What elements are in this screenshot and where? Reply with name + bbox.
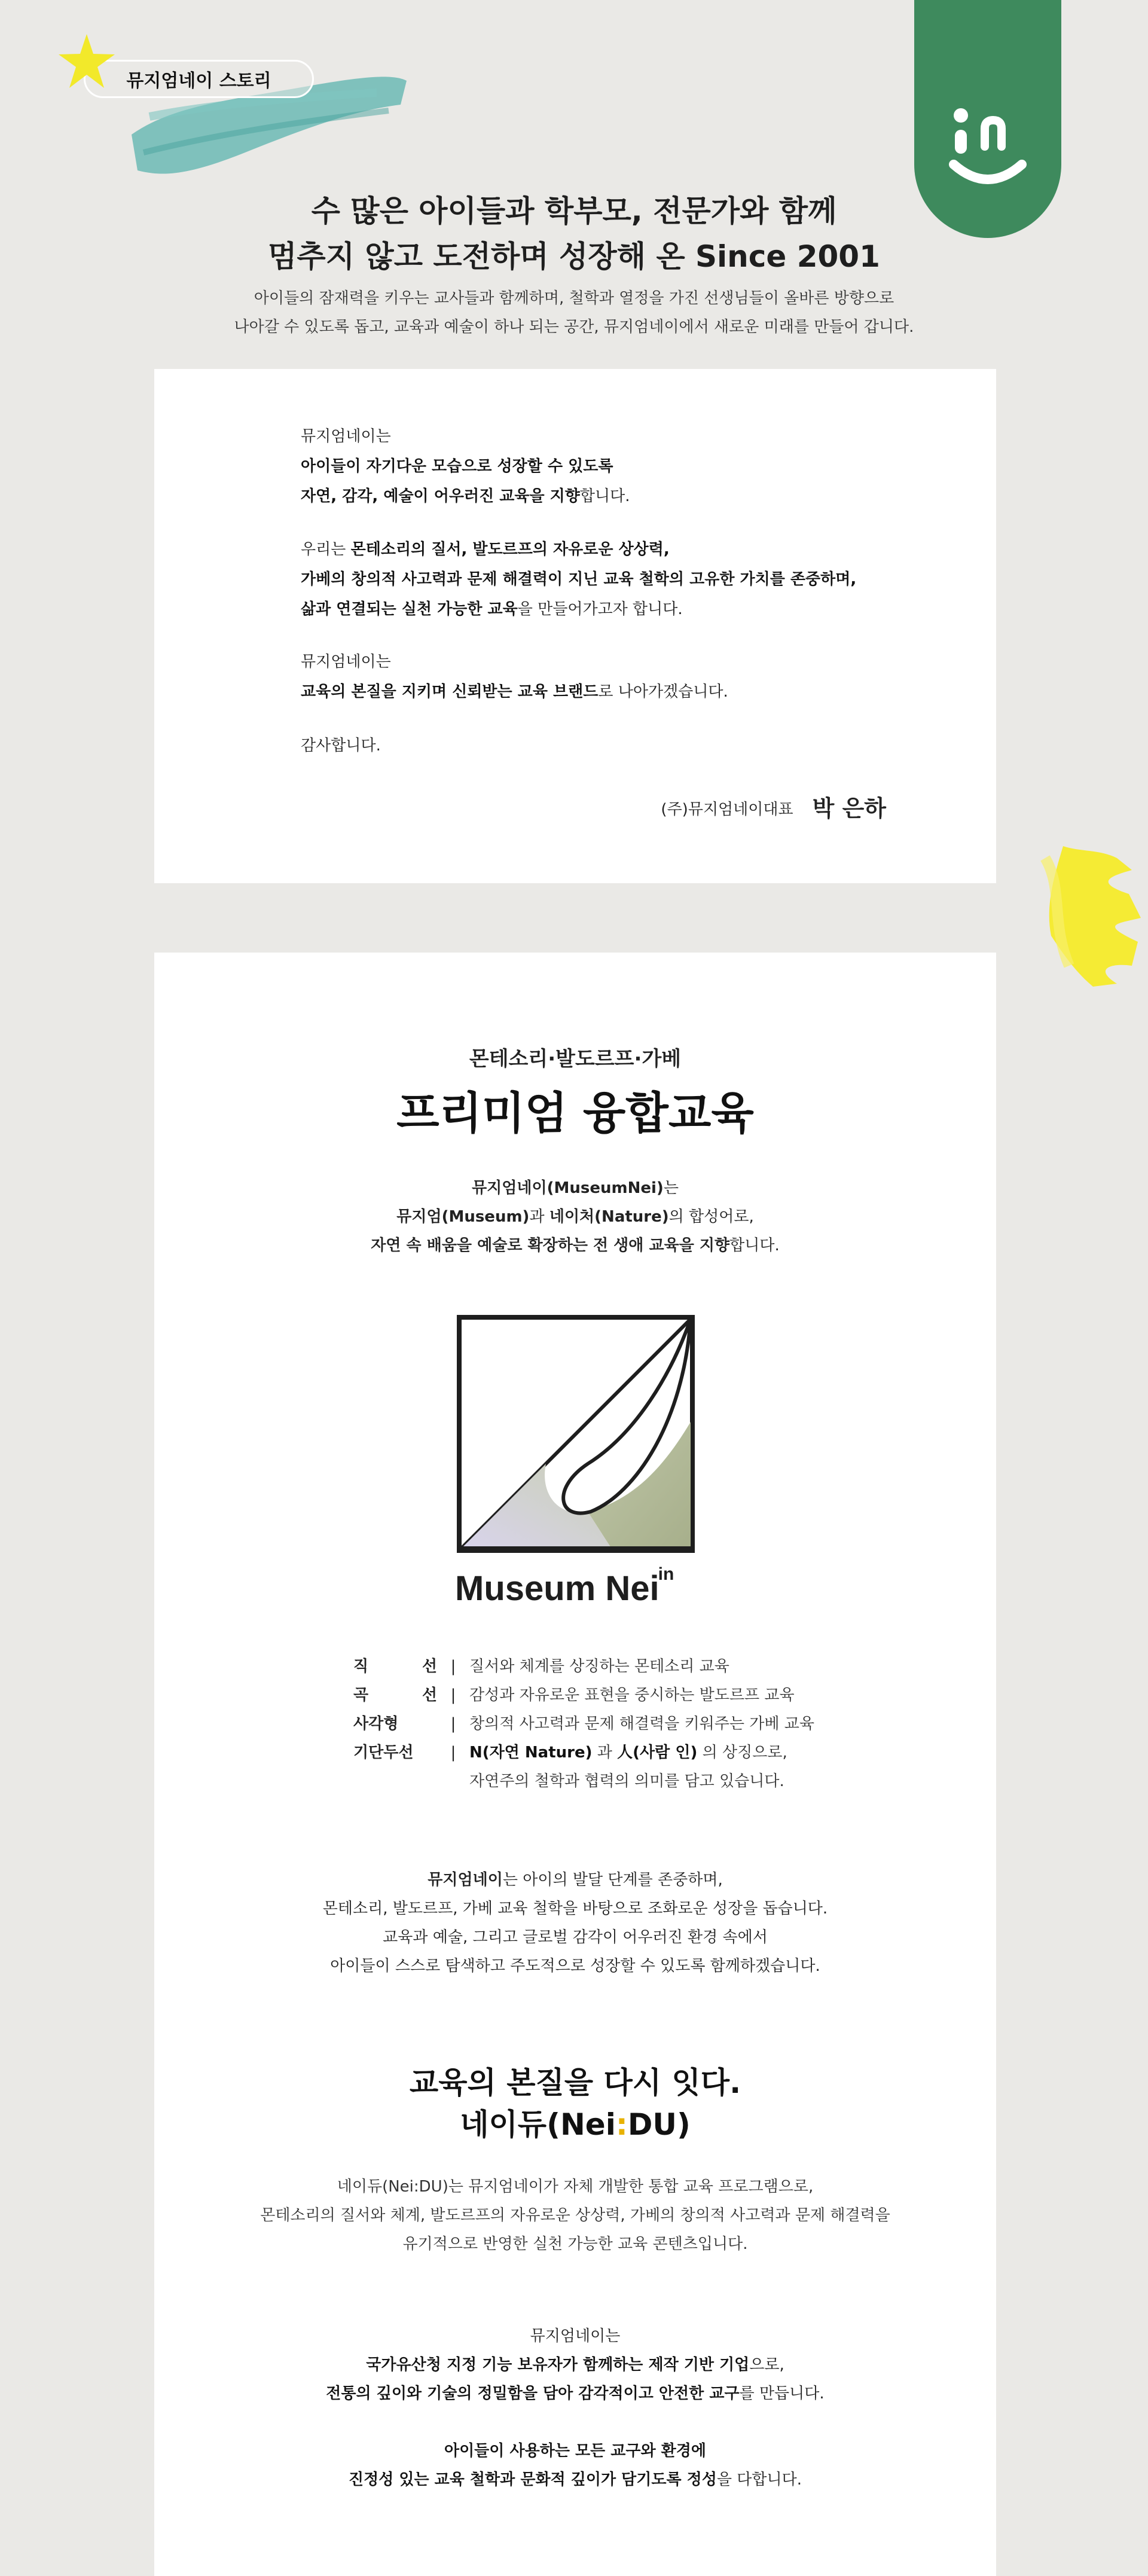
- symbol-row: [353, 1710, 814, 1738]
- maker-emphasis: 국가유산청 지정 기능 보유자가 함께하는 제작 기반 기업: [366, 2356, 750, 2374]
- brand-intro-emphasis: 뮤지엄네이(MuseumNei): [472, 1179, 664, 1197]
- symbol-meaning-list: [353, 1652, 814, 1796]
- neidu-desc-line: 유기적으로 반영한 실천 가능한 교육 콘텐츠입니다.: [402, 2235, 748, 2253]
- symbol-separator-spacer: [437, 1767, 469, 1796]
- maker-text: 를 만듭니다.: [739, 2385, 825, 2403]
- museum-nei-wordmark: [455, 1564, 700, 1609]
- brand-intro-text: 과: [529, 1208, 549, 1226]
- story-badge[interactable]: 뮤지엄네이 스토리: [84, 60, 314, 98]
- greeting-emphasis: 삶과 연결되는 실천 가능한 교육: [301, 600, 518, 618]
- greeting-emphasis: 몬테소리의 질서, 발도르프의 자유로운 상상력,: [350, 541, 670, 558]
- neidu-title-text: DU): [627, 2107, 691, 2142]
- brand-eyebrow: 몬테소리·발도르프·가베: [469, 1047, 682, 1071]
- hero-title-line: 수 많은 아이들과 학부모, 전문가와 함께: [311, 194, 837, 228]
- wordmark-text: Museum Nei: [455, 1569, 660, 1608]
- wordmark-superscript: in: [658, 1564, 674, 1584]
- hero-subtitle-line: 아이들의 잠재력을 키우는 교사들과 함께하며, 철학과 열정을 가진 선생님들이 올바른 방향으로: [254, 289, 894, 307]
- neidu-desc-line: 네이듀(Nei:DU)는 뮤지엄네이가 자체 개발한 통합 교육 프로그램으로,: [337, 2178, 814, 2196]
- brand-intro-emphasis: 네이처(Nature): [549, 1208, 669, 1226]
- symbol-emphasis: N(자연 Nature): [469, 1744, 593, 1762]
- brand-intro-text: 는: [663, 1179, 679, 1197]
- brand-intro-text: 합니다.: [729, 1237, 780, 1255]
- greeting-closing: 감사합니다.: [301, 737, 381, 755]
- neidu-heading: 교육의 본질을 다시 잇다.: [409, 2065, 741, 2100]
- maker-emphasis: 전통의 깊이와 기술의 정밀함을 담아 감각적이고 안전한 교구: [326, 2385, 740, 2403]
- maker-spacer: [154, 2408, 996, 2437]
- symbol-key: 기단두선: [353, 1744, 414, 1762]
- greeting-paragraph: [301, 647, 728, 707]
- brand-para-text: 는 아이의 발달 단계를 존중하며,: [502, 1871, 723, 1889]
- symbol-value: 창의적 사고력과 문제 해결력을 키워주는 가베 교육: [469, 1715, 815, 1733]
- greeting-emphasis: 자연, 감각, 예술이 어우러진 교육을 지향: [301, 487, 580, 505]
- hero-subtitle: [0, 284, 1148, 341]
- symbol-row: [353, 1767, 814, 1796]
- symbol-key: 직 선: [353, 1658, 437, 1675]
- brand-para-line: 몬테소리, 발도르프, 가베 교육 철학을 바탕으로 조화로운 성장을 돕습니다.: [322, 1900, 828, 1918]
- symbol-separator: |: [450, 1715, 456, 1733]
- brand-para-line: 아이들이 스스로 탐색하고 주도적으로 성장할 수 있도록 함께하겠습니다.: [330, 1957, 820, 1975]
- yellow-brush-decoration: [1027, 834, 1147, 990]
- brand-intro: [154, 1174, 996, 1260]
- greeting-line: 아이들이 자기다운 모습으로 성장할 수 있도록: [301, 457, 613, 475]
- brand-intro-emphasis: 자연 속 배움을 예술로 확장하는 전 생애 교육을 지향: [371, 1237, 730, 1255]
- maker-text: 으로,: [749, 2356, 784, 2374]
- greeting-paragraph: [301, 535, 856, 624]
- signature-name: 박 은하: [812, 795, 886, 822]
- brand-intro-text: 의 합성어로,: [668, 1208, 754, 1226]
- brand-para-emphasis: 뮤지엄네이: [428, 1871, 503, 1889]
- symbol-text: 의 상징으로,: [697, 1744, 787, 1762]
- greeting-paragraph: [301, 422, 630, 511]
- brand-para-line: 교육과 예술, 그리고 글로벌 감각이 어우러진 환경 속에서: [383, 1928, 768, 1946]
- neidu-title: [154, 2104, 996, 2145]
- maker-line: 뮤지엄네이는: [530, 2327, 621, 2345]
- greeting-text: 우리는: [301, 541, 351, 558]
- brand-intro-emphasis: 뮤지엄(Museum): [396, 1208, 530, 1226]
- symbol-value: [469, 1738, 787, 1767]
- symbol-separator: |: [450, 1686, 456, 1704]
- maker-emphasis: 진정성 있는 교육 철학과 문화적 깊이가 담기도록 정성: [348, 2471, 717, 2489]
- greeting-text: 을 만들어가고자 합니다.: [517, 600, 683, 618]
- symbol-emphasis: 人(사람 인): [617, 1744, 698, 1762]
- hero-title-line: 멈추지 않고 도전하며 성장해 온 Since 2001: [268, 239, 880, 274]
- greeting-text: 로 나아가겠습니다.: [598, 683, 728, 701]
- star-icon: [57, 33, 117, 90]
- neidu-desc-line: 몬테소리의 질서와 체계, 발도르프의 자유로운 상상력, 가베의 창의적 사고력과 문제 해결력을: [260, 2206, 890, 2224]
- hero-title: [0, 188, 1148, 279]
- symbol-row: [353, 1681, 814, 1710]
- maker-emphasis: 아이들이 사용하는 모든 교구와 환경에: [444, 2442, 707, 2460]
- greeting-line: 뮤지엄네이는: [301, 653, 391, 671]
- brand-title: 프리미엄 융합교육: [396, 1088, 754, 1139]
- symbol-key: 곡 선: [353, 1686, 437, 1704]
- neidu-title-colon: :: [615, 2107, 628, 2142]
- neidu-title-text: 네이듀(Nei: [460, 2107, 616, 2142]
- brand-paragraph: [154, 1866, 996, 1980]
- hero-subtitle-line: 나아갈 수 있도록 돕고, 교육과 예술이 하나 되는 공간, 뮤지엄네이에서 새로운 미래를 만들어 갑니다.: [234, 318, 914, 336]
- brand-intro-card: [154, 953, 996, 2576]
- symbol-value: 감성과 자유로운 표현을 중시하는 발도르프 교육: [469, 1686, 795, 1704]
- maker-text: 을 다합니다.: [716, 2471, 802, 2489]
- symbol-separator: |: [450, 1744, 456, 1762]
- symbol-value: 질서와 체계를 상징하는 몬테소리 교육: [469, 1658, 729, 1675]
- ceo-greeting-card: [154, 369, 996, 883]
- greeting-text: 합니다.: [579, 487, 630, 505]
- greeting-emphasis: 교육의 본질을 지키며 신뢰받는 교육 브랜드: [301, 683, 599, 701]
- museum-nei-symbol-logo: [456, 1314, 695, 1553]
- symbol-separator: |: [450, 1658, 456, 1675]
- maker-paragraph: [154, 2322, 996, 2494]
- symbol-row: [353, 1738, 814, 1767]
- symbol-text: 과: [592, 1744, 618, 1762]
- smile-logo-icon: [943, 105, 1033, 188]
- signature-title: (주)뮤지엄네이대표: [661, 801, 793, 819]
- symbol-value: 자연주의 철학과 협력의 의미를 담고 있습니다.: [469, 1772, 784, 1790]
- neidu-description: [154, 2172, 996, 2258]
- greeting-signature: [661, 793, 886, 825]
- symbol-row: [353, 1652, 814, 1681]
- greeting-line: 뮤지엄네이는: [301, 428, 391, 445]
- greeting-line: 가베의 창의적 사고력과 문제 해결력이 지닌 교육 철학의 고유한 가치를 존중하며,: [301, 570, 857, 588]
- symbol-key: 사각형: [353, 1715, 399, 1733]
